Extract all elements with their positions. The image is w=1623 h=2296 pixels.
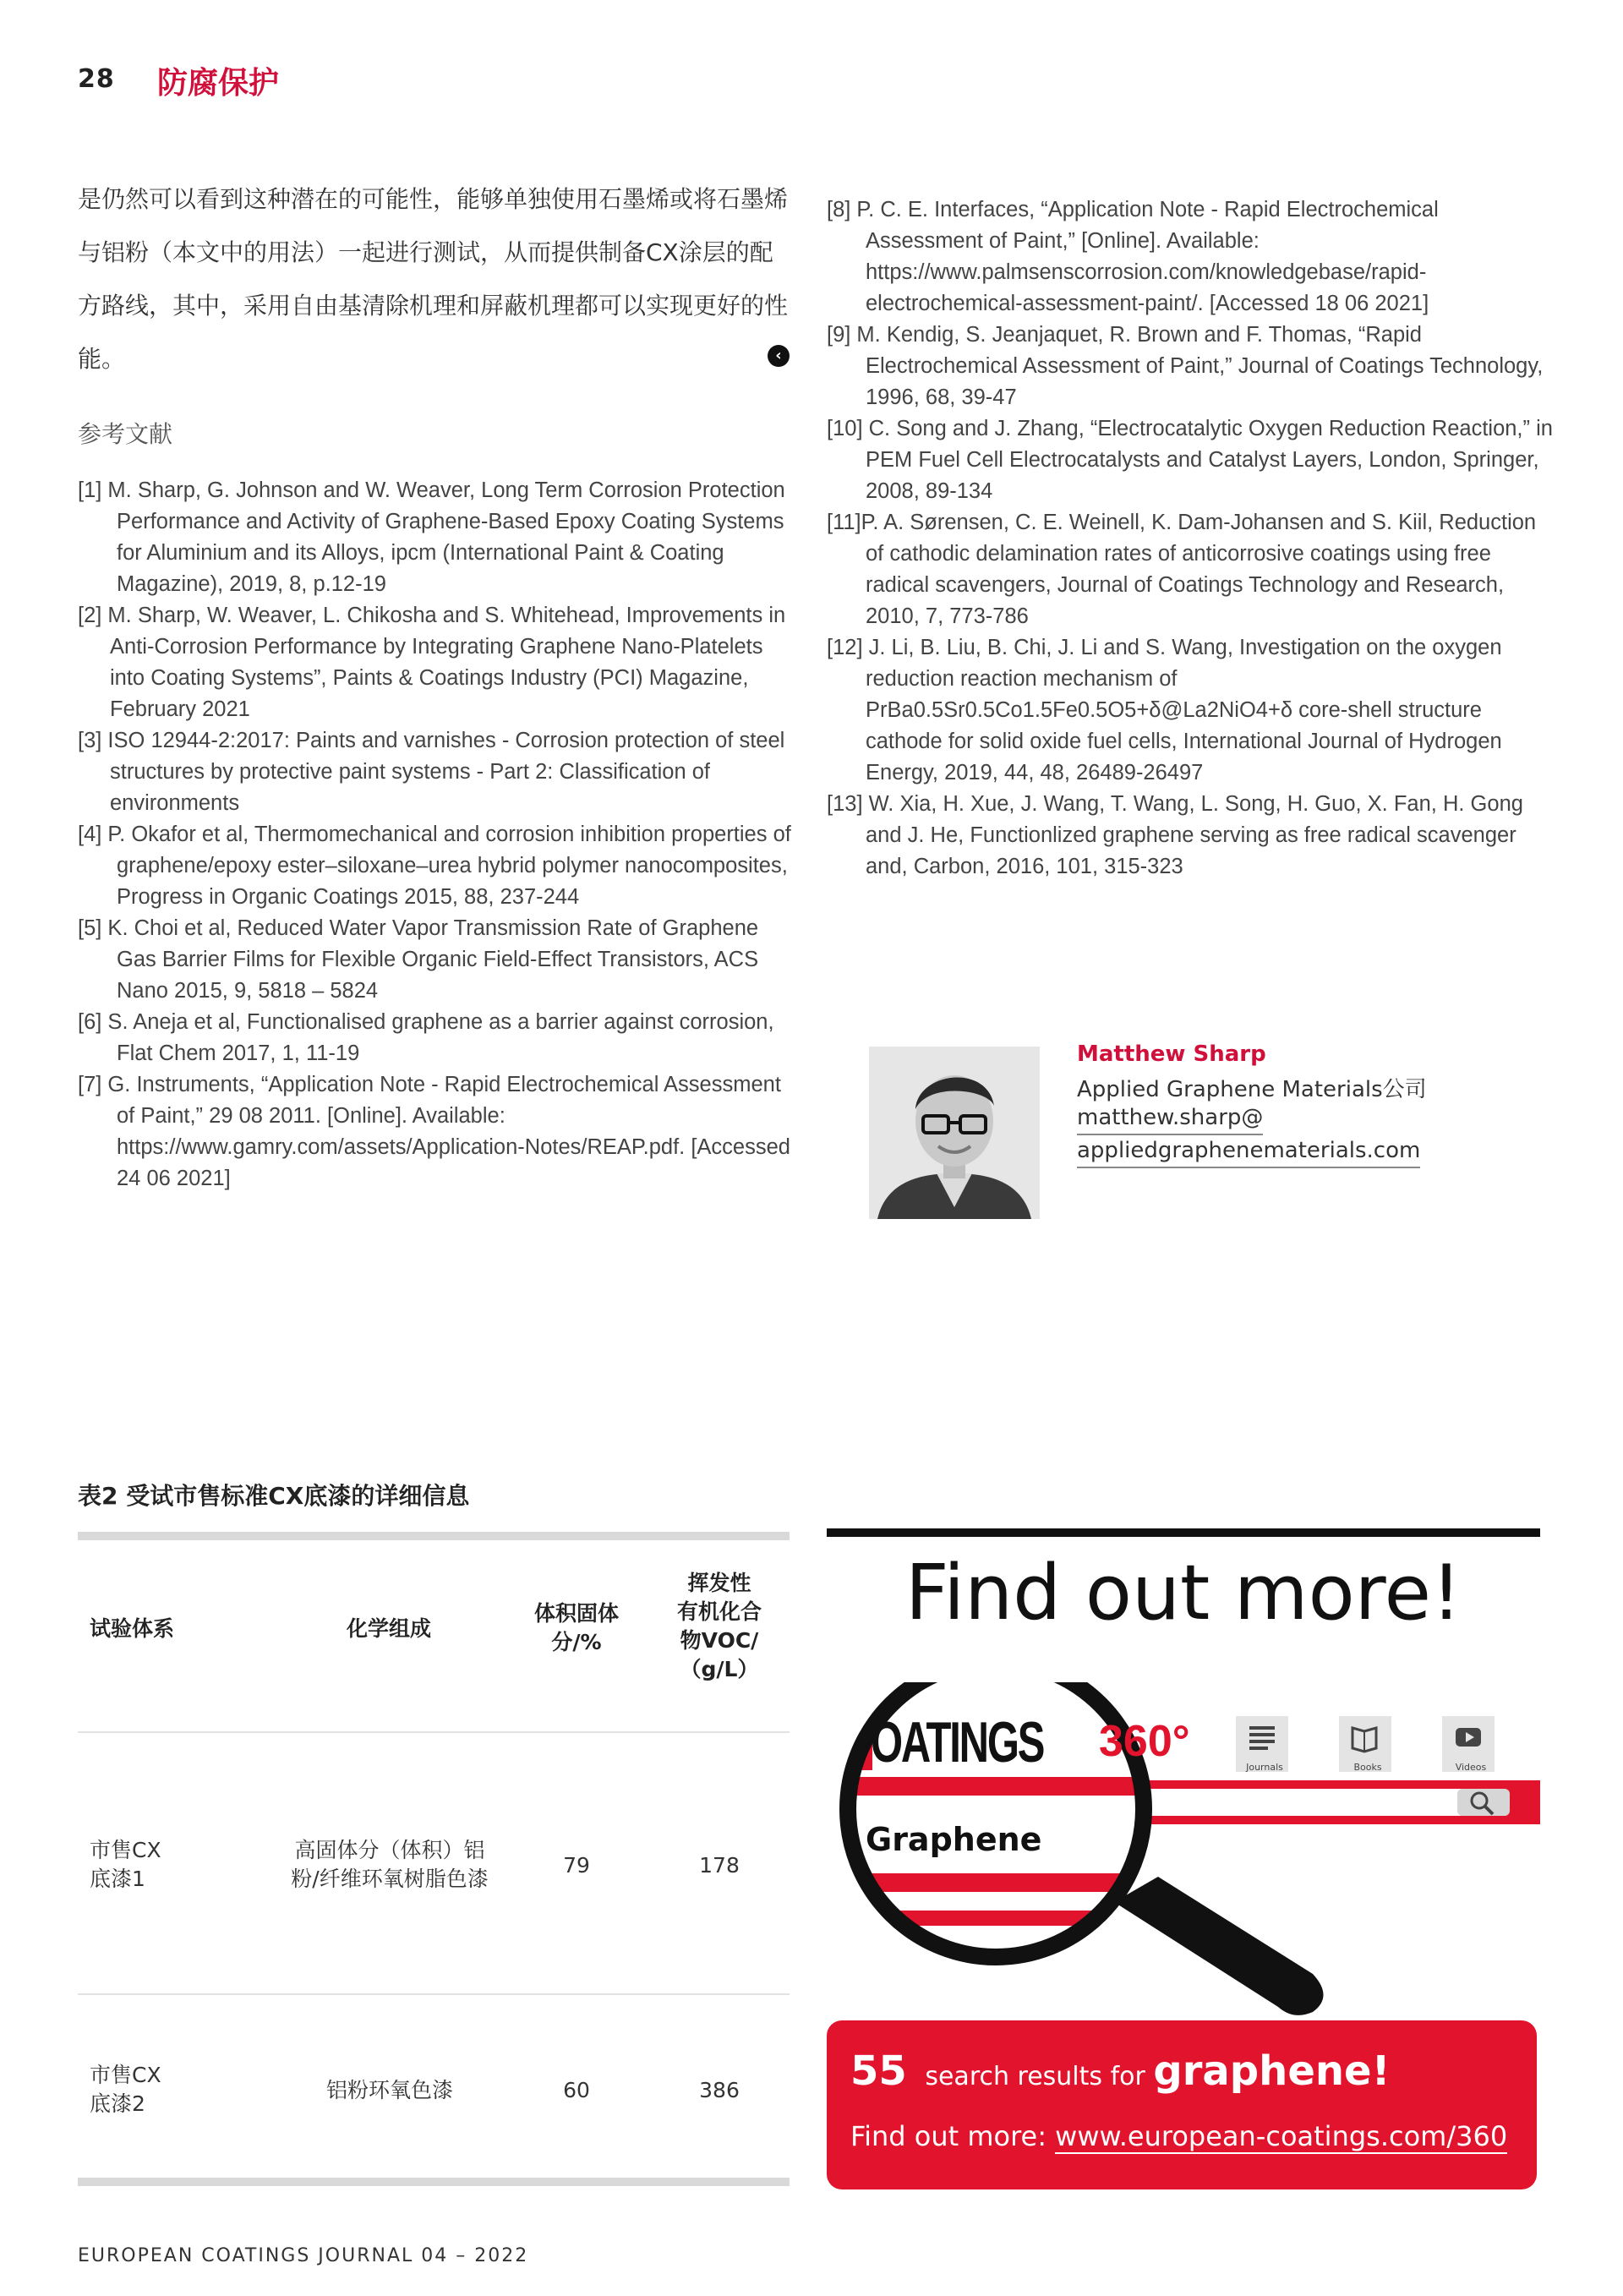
reference-item: [13] W. Xia, H. Xue, J. Wang, T. Wang, L. Song, H. Guo, X. Fan, H. Gong and J. He, Functionlized graphene serving as free radical scavenger and, Carbon, 2016, 101, 315-323 xyxy=(827,792,1523,878)
reference-item: [8] P. C. E. Interfaces, “Application Note - Rapid Electrochemical Assessment of Paint,” [Online]. Available: https://www.palmsenscorrosion.com/knowledgebase/rapid-electrochemical-assessment-paint/. [Accessed 18 06 2021] xyxy=(827,198,1439,315)
author-email[interactable] xyxy=(1077,1102,1420,1168)
ad-top-rule xyxy=(827,1528,1540,1537)
table-header-solids: 体积固体 分/% xyxy=(533,1601,619,1654)
reference-item: [9] M. Kendig, S. Jeanjaquet, R. Brown and F. Thomas, “Rapid Electrochemical Assessment of Paint,” Journal of Coatings Technology, 1996, 68, 39-47 xyxy=(827,323,1544,409)
table-cell-solids: 79 xyxy=(563,1853,590,1878)
reference-list-right xyxy=(827,194,1555,883)
nav-label-journals[interactable]: Journals xyxy=(1246,1762,1283,1773)
footer-journal: EUROPEAN COATINGS JOURNAL 04 – 2022 xyxy=(78,2245,529,2266)
reference-item: [5] K. Choi et al, Reduced Water Vapor Transmission Rate of Graphene Gas Barrier Films for Flexible Organic Field-Effect Transistors, ACS Nano 2015, 9, 5818 – 5824 xyxy=(78,916,759,1003)
page-number: 28 xyxy=(78,64,115,94)
reference-item: [6] S. Aneja et al, Functionalised graphene as a barrier against corrosion, Flat Chem 2017, 1, 11-19 xyxy=(78,1010,774,1065)
table-caption: 表2 受试市售标准CX底漆的详细信息 xyxy=(78,1482,470,1510)
reference-item: [1] M. Sharp, G. Johnson and W. Weaver, Long Term Corrosion Protection Performance and Activity of Graphene-Based Epoxy Coating Systems for Aluminium and its Alloys, ipcm (International Paint & Coating Magazine), 2019, 8, p.12-19 xyxy=(78,478,785,596)
ad-result-line xyxy=(850,2047,1391,2095)
ad-result-term: graphene! xyxy=(1153,2047,1391,2095)
reference-item: [10] C. Song and J. Zhang, “Electrocatalytic Oxygen Reduction Reaction,” in PEM Fuel Cell Electrocatalysts and Catalyst Layers, London, Springer, 2008, 89-134 xyxy=(827,417,1553,503)
author-company: Applied Graphene Materials公司 xyxy=(1077,1077,1427,1102)
ad-search-term: Graphene xyxy=(866,1821,1042,1858)
author-email-line[interactable]: appliedgraphenematerials.com xyxy=(1077,1135,1420,1168)
chevron-left-circle-icon[interactable]: ‹ xyxy=(768,345,790,367)
ad-logo-suffix: 360° xyxy=(1099,1717,1190,1766)
table-cell-voc: 386 xyxy=(699,2078,740,2102)
ad-result-count: 55 xyxy=(850,2047,907,2095)
table-cell-system: 市售CX 底漆2 xyxy=(90,2063,161,2116)
table-cell-chemistry: 铝粉环氧色漆 xyxy=(325,2078,453,2102)
table-top-rule xyxy=(78,1532,790,1540)
reference-item: [11]P. A. Sørensen, C. E. Weinell, K. Dam-Johansen and S. Kiil, Reduction of cathodic delamination rates of anticorrosive coatings using free radical scavengers, Journal of Coatings Technology and Research, 2010, 7, 773-786 xyxy=(827,511,1537,628)
ad-banner[interactable] xyxy=(827,2020,1537,2189)
ad-logo-text: OATINGS xyxy=(871,1710,1044,1774)
reference-item: [7] G. Instruments, “Application Note - Rapid Electrochemical Assessment of Paint,” 29 08 2011. [Online]. Available: https://www.gamry.com/assets/Application-Notes/REAP.pdf. [Accessed 24 06 2021] xyxy=(78,1073,790,1190)
table-bottom-rule xyxy=(78,2178,790,2186)
table-cell-voc: 178 xyxy=(699,1853,740,1878)
reference-item: [3] ISO 12944-2:2017: Paints and varnishes - Corrosion protection of steel structures by protective paint systems - Part 2: Classification of environments xyxy=(78,729,785,815)
table-cell-system: 市售CX 底漆1 xyxy=(90,1838,161,1891)
author-email-line[interactable]: matthew.sharp@ xyxy=(1077,1102,1263,1135)
ad-title: Find out more! xyxy=(904,1549,1462,1637)
table-divider xyxy=(78,1731,790,1733)
intro-column xyxy=(78,172,788,385)
table-header-chemistry: 化学组成 xyxy=(346,1616,431,1641)
author-photo xyxy=(869,1047,1040,1219)
author-name: Matthew Sharp xyxy=(1077,1041,1266,1067)
table-divider xyxy=(78,1993,790,1995)
reference-item: [4] P. Okafor et al, Thermomechanical and corrosion inhibition properties of graphene/epoxy ester–siloxane–urea hybrid polymer nanocomposites, Progress in Organic Coatings 2015, 88, 237-244 xyxy=(78,823,791,909)
ad-more-line xyxy=(850,2120,1507,2152)
nav-label-videos[interactable]: Videos xyxy=(1455,1762,1487,1773)
reference-list-left xyxy=(78,475,795,1194)
reference-item: [12] J. Li, B. Liu, B. Chi, J. Li and S. Wang, Investigation on the oxygen reduction reaction mechanism of PrBa0.5Sr0.5Co1.5Fe0.5O5+δ@La2NiO4+δ core-shell structure cathode for solid oxide fuel cells, International Journal of Hydrogen Energy, 2019, 44, 48, 26489-26497 xyxy=(827,636,1502,784)
table-cell-chemistry: 高固体分（体积）铝 粉/纤维环氧树脂色漆 xyxy=(291,1838,489,1891)
ad-more-label: Find out more: xyxy=(850,2120,1046,2152)
intro-paragraph: 是仍然可以看到这种潜在的可能性，能够单独使用石墨烯或将石墨烯与铝粉（本文中的用法）一起进行测试，从而提供制备CX涂层的配方路线，其中，采用自由基清除机理和屏蔽机理都可以实现更好的性能。 xyxy=(78,185,789,373)
table-header-voc: 挥发性 有机化合 物VOC/ （g/L） xyxy=(676,1571,762,1681)
table-cell-solids: 60 xyxy=(563,2078,590,2102)
ad-result-text: search results for xyxy=(925,2062,1145,2091)
references-heading: 参考文献 xyxy=(78,420,173,448)
section-title: 防腐保护 xyxy=(157,66,280,101)
nav-label-books[interactable]: Books xyxy=(1353,1762,1382,1773)
ad-url-link[interactable]: www.european-coatings.com/360 xyxy=(1055,2120,1508,2152)
table-header-system: 试验体系 xyxy=(90,1616,175,1641)
reference-item: [2] M. Sharp, W. Weaver, L. Chikosha and S. Whitehead, Improvements in Anti-Corrosion Performance by Integrating Graphene Nano-Platelets into Coating Systems”, Paints & Coatings Industry (PCI) Magazine, February 2021 xyxy=(78,604,786,721)
